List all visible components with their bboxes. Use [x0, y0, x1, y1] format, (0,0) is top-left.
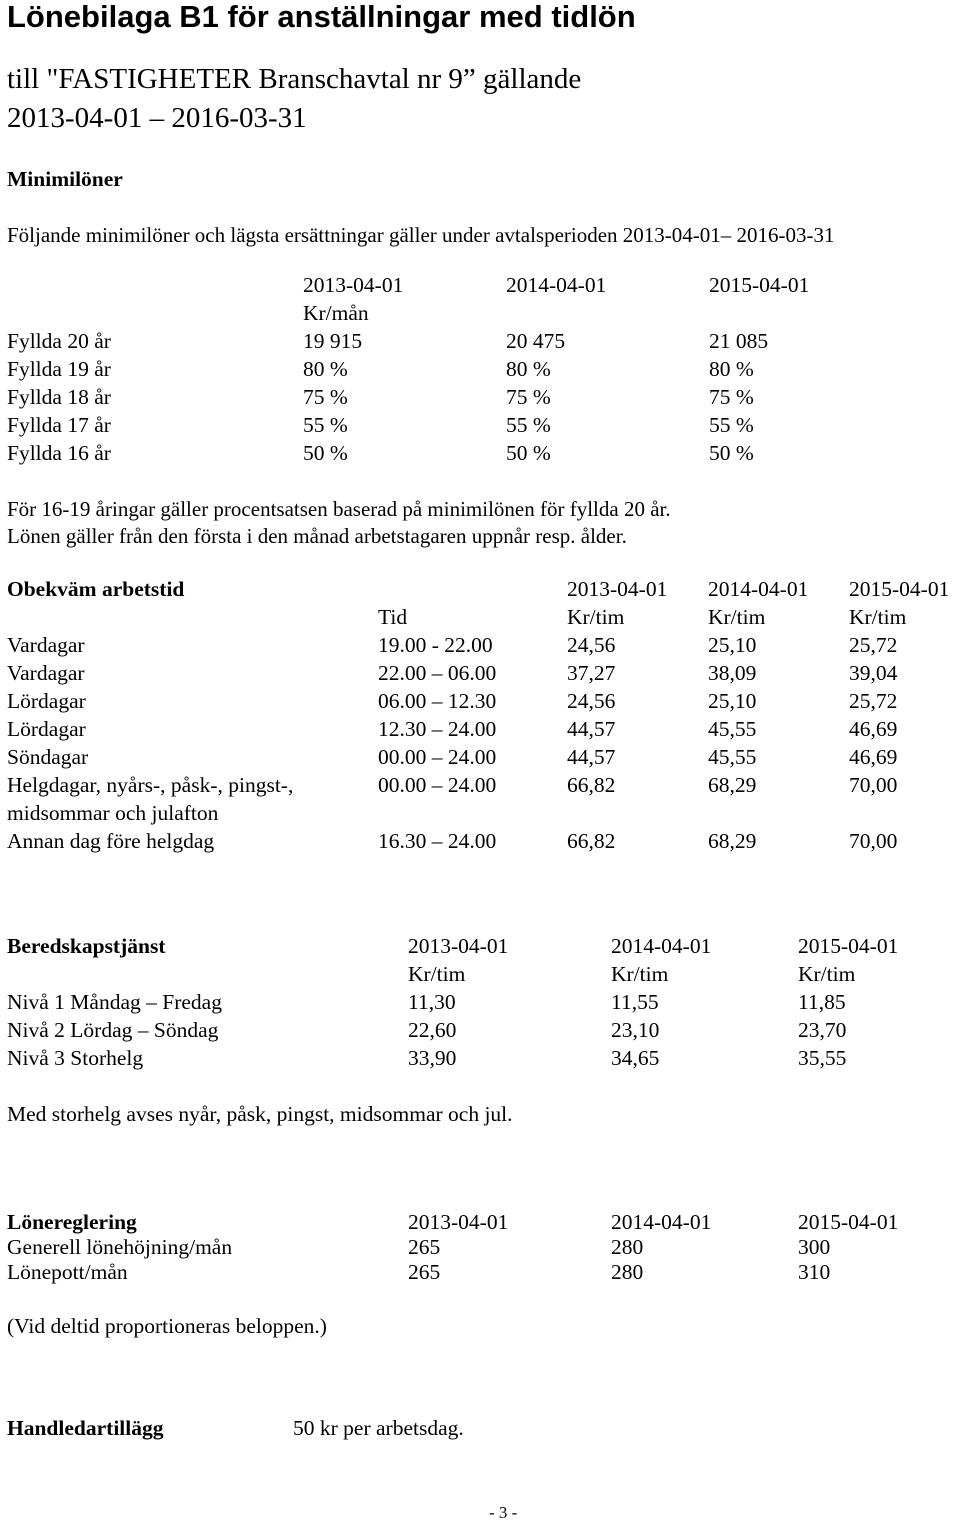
- row-label: Vardagar: [7, 633, 85, 657]
- unit-label: Kr/tim: [708, 605, 766, 629]
- table-cell: 70,00: [849, 829, 898, 853]
- unit-label: Kr/tim: [798, 962, 856, 986]
- table-cell: 33,90: [408, 1046, 457, 1070]
- col-header: 2014-04-01: [708, 577, 809, 601]
- row-label: Lönepott/mån: [7, 1260, 128, 1284]
- table-cell: 50 %: [709, 441, 754, 465]
- table-cell: 23,70: [798, 1018, 847, 1042]
- table-cell: 75 %: [303, 385, 348, 409]
- page-number: - 3 -: [489, 1503, 518, 1522]
- table-cell: 50 %: [506, 441, 551, 465]
- lonereglering-heading: Lönereglering: [7, 1210, 137, 1234]
- table-cell: 11,55: [611, 990, 659, 1014]
- table-cell: 23,10: [611, 1018, 660, 1042]
- col-header: 2014-04-01: [611, 1210, 712, 1234]
- minimiloner-heading: Minimilöner: [7, 167, 123, 191]
- col-header: 2014-04-01: [611, 934, 712, 958]
- table-cell: 70,00: [849, 773, 898, 797]
- table-cell: 66,82: [567, 773, 616, 797]
- row-label: Fyllda 18 år: [7, 385, 111, 409]
- beredskap-heading: Beredskapstjänst: [7, 934, 166, 958]
- row-label: Nivå 2 Lördag – Söndag: [7, 1018, 219, 1042]
- table-cell: 80 %: [303, 357, 348, 381]
- col-header: 2013-04-01: [303, 273, 404, 297]
- minimiloner-note: Lönen gäller från den första i den månad arbetstagaren uppnår resp. ålder.: [7, 524, 627, 548]
- tid-cell: 16.30 – 24.00: [378, 829, 497, 853]
- table-cell: 24,56: [567, 633, 616, 657]
- tid-cell: 19.00 - 22.00: [378, 633, 493, 657]
- table-cell: 44,57: [567, 717, 616, 741]
- unit-label: Kr/tim: [611, 962, 669, 986]
- table-cell: 46,69: [849, 745, 898, 769]
- lonereglering-note: (Vid deltid proportioneras beloppen.): [7, 1314, 327, 1338]
- handledar-heading: Handledartillägg: [7, 1416, 164, 1440]
- row-label: Helgdagar, nyårs-, påsk-, pingst-,: [7, 773, 294, 797]
- table-cell: 66,82: [567, 829, 616, 853]
- obekvam-heading: Obekväm arbetstid: [7, 577, 185, 601]
- table-cell: 280: [611, 1235, 644, 1259]
- tid-cell: 12.30 – 24.00: [378, 717, 497, 741]
- row-label-continued: midsommar och julafton: [7, 801, 219, 825]
- table-cell: 265: [408, 1260, 441, 1284]
- table-cell: 55 %: [506, 413, 551, 437]
- col-header: 2015-04-01: [798, 934, 899, 958]
- table-cell: 22,60: [408, 1018, 457, 1042]
- row-label: Fyllda 19 år: [7, 357, 111, 381]
- table-cell: 35,55: [798, 1046, 847, 1070]
- tid-cell: 22.00 – 06.00: [378, 661, 497, 685]
- minimiloner-note: För 16-19 åringar gäller procentsatsen baserad på minimilönen för fyllda 20 år.: [7, 497, 671, 521]
- unit-label: Kr/tim: [408, 962, 466, 986]
- col-header: 2013-04-01: [567, 577, 668, 601]
- table-cell: 68,29: [708, 773, 757, 797]
- row-label: Nivå 1 Måndag – Fredag: [7, 990, 222, 1014]
- table-cell: 21 085: [709, 329, 769, 353]
- table-cell: 310: [798, 1260, 831, 1284]
- table-cell: 25,72: [849, 633, 898, 657]
- table-cell: 80 %: [709, 357, 754, 381]
- row-label: Nivå 3 Storhelg: [7, 1046, 144, 1070]
- unit-label: Kr/tim: [849, 605, 907, 629]
- table-cell: 37,27: [567, 661, 616, 685]
- row-label: Generell lönehöjning/mån: [7, 1235, 233, 1259]
- unit-label: Kr/mån: [303, 301, 369, 325]
- page-title: Lönebilaga B1 för anställningar med tidlön: [7, 0, 636, 34]
- minimiloner-intro: Följande minimilöner och lägsta ersättningar gäller under avtalsperioden 2013-04-01– 2016-03-31: [7, 223, 835, 247]
- table-cell: 34,65: [611, 1046, 660, 1070]
- table-cell: 38,09: [708, 661, 757, 685]
- row-label: Lördagar: [7, 689, 86, 713]
- table-cell: 45,55: [708, 745, 757, 769]
- row-label: Söndagar: [7, 745, 89, 769]
- row-label: Fyllda 17 år: [7, 413, 111, 437]
- table-cell: 19 915: [303, 329, 363, 353]
- table-cell: 75 %: [709, 385, 754, 409]
- table-cell: 280: [611, 1260, 644, 1284]
- table-cell: 45,55: [708, 717, 757, 741]
- col-header: 2014-04-01: [506, 273, 607, 297]
- tid-cell: 00.00 – 24.00: [378, 773, 497, 797]
- row-label: Vardagar: [7, 661, 85, 685]
- row-label: Fyllda 16 år: [7, 441, 111, 465]
- unit-label: Kr/tim: [567, 605, 625, 629]
- table-cell: 68,29: [708, 829, 757, 853]
- row-label: Annan dag före helgdag: [7, 829, 215, 853]
- tid-cell: 00.00 – 24.00: [378, 745, 497, 769]
- col-header: 2013-04-01: [408, 1210, 509, 1234]
- table-cell: 55 %: [303, 413, 348, 437]
- tid-cell: 06.00 – 12.30: [378, 689, 497, 713]
- table-cell: 20 475: [506, 329, 566, 353]
- page-subtitle: till "FASTIGHETER Branschavtal nr 9” gällande: [7, 63, 582, 95]
- tid-header: Tid: [378, 605, 408, 629]
- handledar-value: 50 kr per arbetsdag.: [293, 1416, 464, 1440]
- table-cell: 75 %: [506, 385, 551, 409]
- table-cell: 80 %: [506, 357, 551, 381]
- col-header: 2015-04-01: [849, 577, 950, 601]
- table-cell: 300: [798, 1235, 831, 1259]
- table-cell: 25,10: [708, 633, 757, 657]
- table-cell: 44,57: [567, 745, 616, 769]
- table-cell: 25,72: [849, 689, 898, 713]
- col-header: 2015-04-01: [798, 1210, 899, 1234]
- col-header: 2013-04-01: [408, 934, 509, 958]
- period-subtitle: 2013-04-01 – 2016-03-31: [7, 102, 307, 134]
- beredskap-note: Med storhelg avses nyår, påsk, pingst, midsommar och jul.: [7, 1102, 513, 1126]
- table-cell: 46,69: [849, 717, 898, 741]
- row-label: Fyllda 20 år: [7, 329, 111, 353]
- table-cell: 11,85: [798, 990, 846, 1014]
- table-cell: 265: [408, 1235, 441, 1259]
- table-cell: 50 %: [303, 441, 348, 465]
- table-cell: 11,30: [408, 990, 456, 1014]
- col-header: 2015-04-01: [709, 273, 810, 297]
- table-cell: 55 %: [709, 413, 754, 437]
- table-cell: 24,56: [567, 689, 616, 713]
- row-label: Lördagar: [7, 717, 86, 741]
- table-cell: 39,04: [849, 661, 898, 685]
- table-cell: 25,10: [708, 689, 757, 713]
